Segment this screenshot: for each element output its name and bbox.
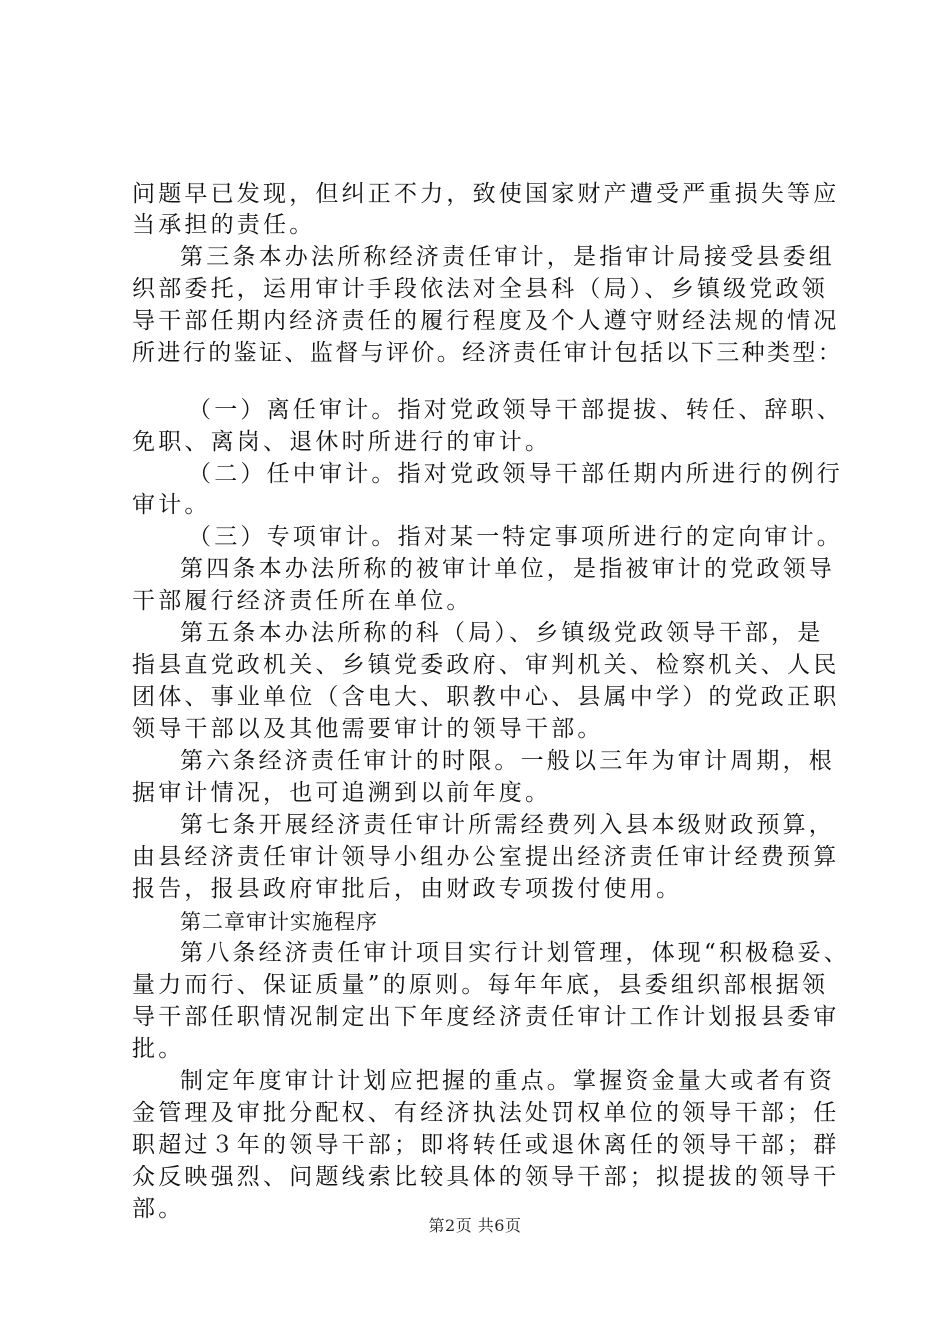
text-line: 免职、离岗、退休时所进行的审计。 bbox=[132, 429, 552, 455]
text-line: 由县经济责任审计领导小组办公室提出经济责任审计经费预算 bbox=[132, 844, 840, 870]
text-line: 领导干部以及其他需要审计的领导干部。 bbox=[132, 716, 604, 742]
text-line: 第三条本办法所称经济责任审计，是指审计局接受县委组 bbox=[180, 244, 835, 270]
text-line: 团体、事业单位（含电大、职教中心、县属中学）的党政正职 bbox=[132, 684, 840, 710]
text-line: 众反映强烈、问题线索比较具体的领导干部；拟提拔的领导干 bbox=[132, 1164, 840, 1190]
text-line: 问题早已发现，但纠正不力，致使国家财产遭受严重损失等应 bbox=[132, 181, 840, 207]
text-line: 第五条本办法所称的科（局）、乡镇级党政领导干部，是 bbox=[180, 620, 824, 646]
page-number-footer: 第2页 共6页 bbox=[428, 1216, 522, 1235]
text-line: 部。 bbox=[132, 1196, 185, 1222]
text-line: 制定年度审计计划应把握的重点。掌握资金量大或者有资 bbox=[180, 1068, 835, 1094]
text-line: 第八条经济责任审计项目实行计划管理，体现“积极稳妥、 bbox=[180, 940, 850, 966]
text-line: 导干部任期内经济责任的履行程度及个人遵守财经法规的情况 bbox=[132, 308, 840, 334]
text-line: 审计。 bbox=[132, 492, 211, 518]
text-line: 职超过３年的领导干部；即将转任或退休离任的领导干部；群 bbox=[132, 1132, 840, 1158]
text-line: 第四条本办法所称的被审计单位，是指被审计的党政领导 bbox=[180, 556, 835, 582]
text-line: 所进行的鉴证、监督与评价。经济责任审计包括以下三种类型： bbox=[132, 340, 844, 366]
text-line: 报告，报县政府审批后，由财政专项拨付使用。 bbox=[132, 876, 683, 902]
text-line: 批。 bbox=[132, 1036, 185, 1062]
text-line: 量力而行、保证质量”的原则。每年年底，县委组织部根据领 bbox=[132, 972, 829, 998]
text-line: 据审计情况，也可追溯到以前年度。 bbox=[132, 780, 552, 806]
text-line: （二）任中审计。指对党政领导干部任期内所进行的例行 bbox=[188, 461, 843, 487]
text-line: 导干部任职情况制定出下年度经济责任审计工作计划报县委审 bbox=[132, 1004, 840, 1030]
text-line: 金管理及审批分配权、有经济执法处罚权单位的领导干部；任 bbox=[132, 1100, 840, 1126]
text-line: （三）专项审计。指对某一特定事项所进行的定向审计。 bbox=[188, 524, 843, 550]
text-line: 第六条经济责任审计的时限。一般以三年为审计周期，根 bbox=[180, 748, 835, 774]
chapter-heading: 第二章审计实施程序 bbox=[180, 910, 378, 934]
text-line: 指县直党政机关、乡镇党委政府、审判机关、检察机关、人民 bbox=[132, 652, 840, 678]
text-line: 织部委托，运用审计手段依法对全县科（局）、乡镇级党政领 bbox=[132, 276, 828, 302]
text-line: 干部履行经济责任所在单位。 bbox=[132, 588, 473, 614]
text-line: 第七条开展经济责任审计所需经费列入县本级财政预算， bbox=[180, 812, 835, 838]
text-line: 当承担的责任。 bbox=[132, 212, 316, 238]
text-line: （一）离任审计。指对党政领导干部提拔、转任、辞职、 bbox=[188, 397, 843, 423]
